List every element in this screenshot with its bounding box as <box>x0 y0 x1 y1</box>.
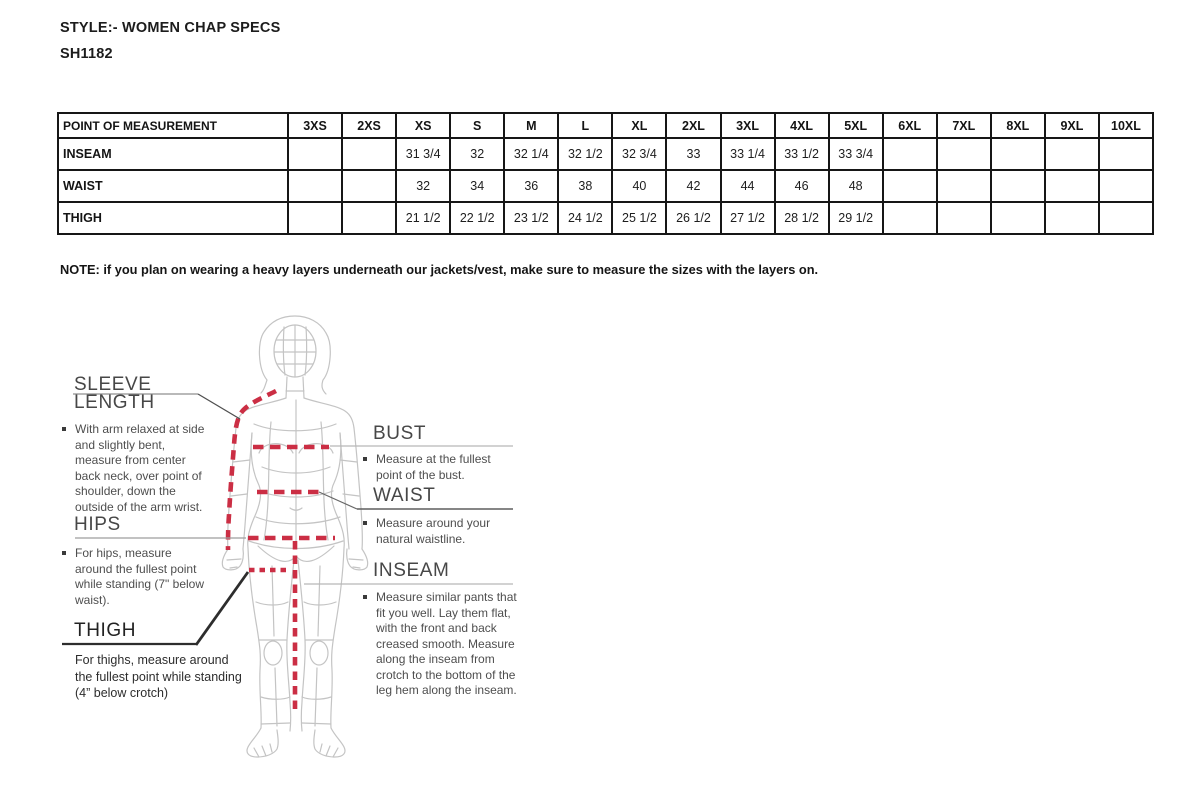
size-cell: 38 <box>558 170 612 202</box>
column-header: 2XL <box>666 113 720 138</box>
table-row-waist <box>58 170 1153 202</box>
size-cell <box>1045 170 1099 202</box>
size-cell: 48 <box>829 170 883 202</box>
size-cell: 24 1/2 <box>558 202 612 234</box>
note-text: NOTE: if you plan on wearing a heavy layers underneath our jackets/vest, make sure to measure the sizes with the layers on. <box>60 262 819 277</box>
size-cell: 32 1/4 <box>504 138 558 170</box>
size-cell: 34 <box>450 170 504 202</box>
size-cell: 28 1/2 <box>775 202 829 234</box>
column-header: 3XL <box>721 113 775 138</box>
column-header: 5XL <box>829 113 883 138</box>
size-cell <box>883 202 937 234</box>
bullet-square <box>62 551 66 555</box>
waist-label <box>363 487 523 547</box>
sleeve-length-label <box>62 376 237 515</box>
size-cell: 46 <box>775 170 829 202</box>
column-header: L <box>558 113 612 138</box>
column-header: XL <box>612 113 666 138</box>
hips-heading: HIPS <box>74 514 121 535</box>
column-header: XS <box>396 113 450 138</box>
bullet-square <box>363 457 367 461</box>
size-cell: 33 1/4 <box>721 138 775 170</box>
sleeve-length-heading: SLEEVE LENGTH <box>74 374 155 413</box>
size-cell: 32 <box>450 138 504 170</box>
size-cell: 32 1/2 <box>558 138 612 170</box>
size-cell <box>937 138 991 170</box>
column-header: 8XL <box>991 113 1045 138</box>
size-cell: 33 3/4 <box>829 138 883 170</box>
size-cell <box>342 202 396 234</box>
size-chart-table <box>57 112 1154 235</box>
size-cell: 31 3/4 <box>396 138 450 170</box>
size-cell <box>991 170 1045 202</box>
size-cell: 44 <box>721 170 775 202</box>
bullet-square <box>62 427 66 431</box>
bust-text: Measure at the fullest point of the bust. <box>376 452 491 482</box>
size-cell <box>991 202 1045 234</box>
column-header: 2XS <box>342 113 396 138</box>
size-cell: 23 1/2 <box>504 202 558 234</box>
size-cell: 32 <box>396 170 450 202</box>
size-cell: 25 1/2 <box>612 202 666 234</box>
size-cell <box>937 202 991 234</box>
column-header: 9XL <box>1045 113 1099 138</box>
row-label: THIGH <box>58 202 288 234</box>
size-cell <box>1045 202 1099 234</box>
thigh-heading: THIGH <box>74 620 137 641</box>
size-cell: 42 <box>666 170 720 202</box>
size-cell <box>288 170 342 202</box>
size-cell: 26 1/2 <box>666 202 720 234</box>
size-cell <box>288 202 342 234</box>
column-header: 7XL <box>937 113 991 138</box>
bullet-square <box>363 521 367 525</box>
size-cell: 33 1/2 <box>775 138 829 170</box>
size-cell: 29 1/2 <box>829 202 883 234</box>
thigh-label <box>62 622 262 702</box>
size-cell: 33 <box>666 138 720 170</box>
column-header: POINT OF MEASUREMENT <box>58 113 288 138</box>
waist-text: Measure around your natural waistline. <box>376 516 491 546</box>
inseam-text: Measure similar pants that fit you well. Lay them flat, with the front and back creased smooth. Measure along the inseam from crotch to the bottom of the leg hem along the inseam. <box>376 590 517 697</box>
measurement-diagram <box>0 300 1200 807</box>
size-cell: 32 3/4 <box>612 138 666 170</box>
size-cell <box>1045 138 1099 170</box>
thigh-text: For thighs, measure around the fullest point while standing (4” below crotch) <box>75 653 242 700</box>
size-cell <box>1099 170 1153 202</box>
size-cell <box>342 170 396 202</box>
size-cell <box>883 170 937 202</box>
size-cell: 27 1/2 <box>721 202 775 234</box>
bust-heading: BUST <box>373 423 427 444</box>
style-code: SH1182 <box>60 46 113 62</box>
style-title: STYLE:- WOMEN CHAP SPECS <box>60 20 281 36</box>
size-cell <box>1099 202 1153 234</box>
inseam-label <box>363 562 538 699</box>
bust-label <box>363 425 523 483</box>
size-cell: 40 <box>612 170 666 202</box>
size-cell <box>937 170 991 202</box>
column-header: M <box>504 113 558 138</box>
waist-heading: WAIST <box>373 485 436 506</box>
column-header: S <box>450 113 504 138</box>
size-cell <box>288 138 342 170</box>
size-chart-header-row <box>58 113 1153 138</box>
sleeve-length-text: With arm relaxed at side and slightly bent, measure from center back neck, over point of shoulder, down the outside of the arm wrist. <box>75 422 205 514</box>
size-cell <box>991 138 1045 170</box>
hips-label <box>62 516 237 608</box>
row-label: WAIST <box>58 170 288 202</box>
size-cell <box>342 138 396 170</box>
column-header: 10XL <box>1099 113 1153 138</box>
inseam-heading: INSEAM <box>373 560 450 581</box>
column-header: 4XL <box>775 113 829 138</box>
size-cell: 21 1/2 <box>396 202 450 234</box>
bullet-square <box>363 595 367 599</box>
size-cell: 22 1/2 <box>450 202 504 234</box>
column-header: 3XS <box>288 113 342 138</box>
hips-text: For hips, measure around the fullest point while standing (7" below waist). <box>75 546 204 607</box>
column-header: 6XL <box>883 113 937 138</box>
row-label: INSEAM <box>58 138 288 170</box>
table-row-inseam <box>58 138 1153 170</box>
size-cell <box>1099 138 1153 170</box>
size-cell <box>883 138 937 170</box>
size-cell: 36 <box>504 170 558 202</box>
table-row-thigh <box>58 202 1153 234</box>
